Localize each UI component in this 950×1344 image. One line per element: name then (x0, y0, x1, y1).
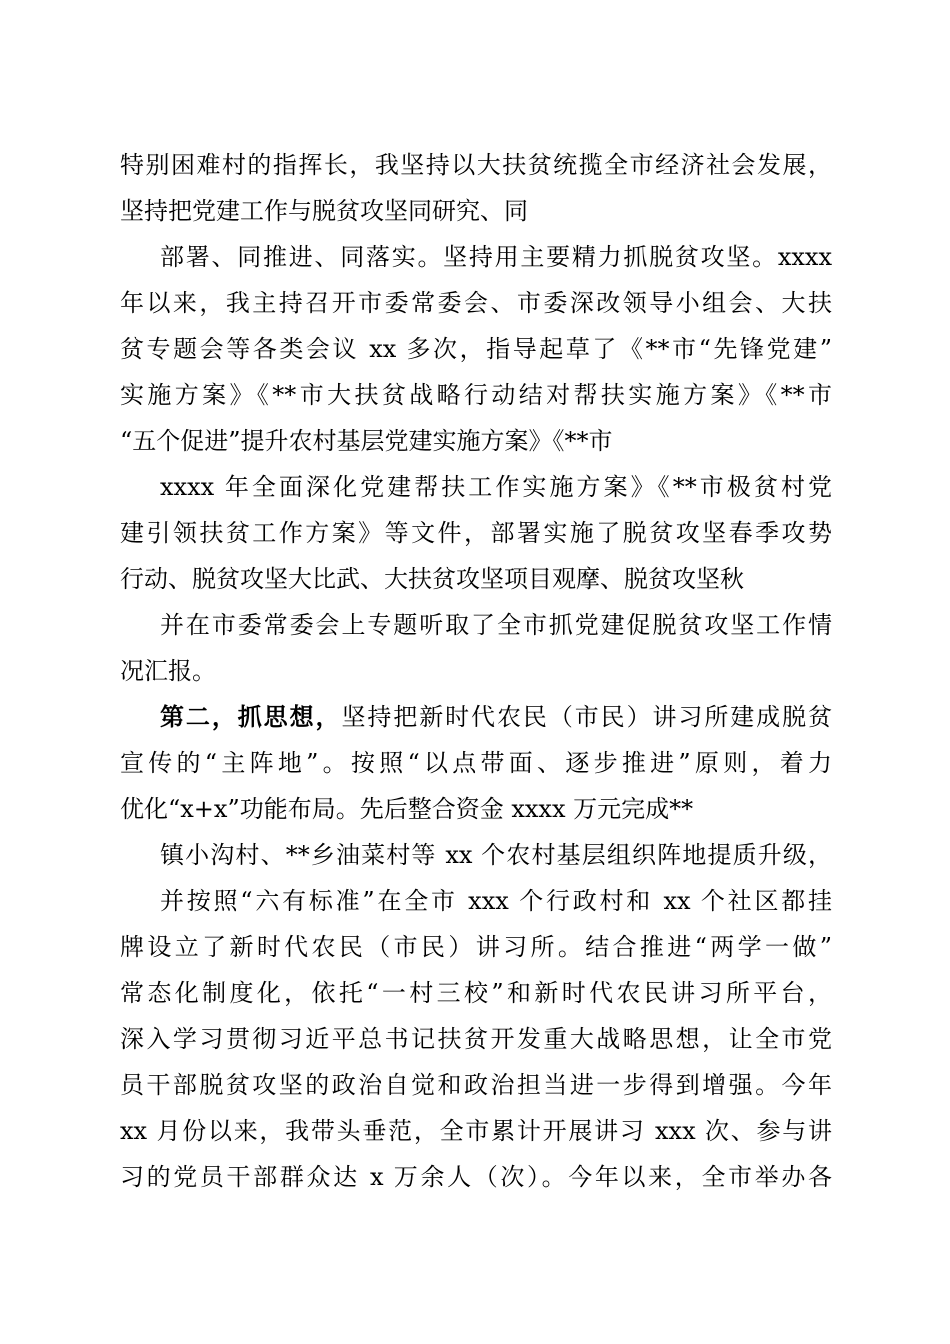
text-line: 并在市委常委会上专题听取了全市抓党建促脱贫攻坚工作情 (160, 611, 832, 639)
text-line: 特别困难村的指挥长，我坚持以大扶贫统揽全市经济社会发展， (120, 151, 832, 179)
text-line: 优化“x+x”功能布局。先后整合资金 xxxx 万元完成** (120, 795, 694, 823)
text-line: 镇小沟村、**乡油菜村等 xx 个农村基层组织阵地提质升级， (160, 841, 832, 869)
text-line: 常态化制度化，依托“一村三校”和新时代农民讲习所平台， (120, 979, 832, 1007)
section-heading: 第二，抓思想， (160, 702, 342, 731)
text-line: 建引领扶贫工作方案》等文件，部署实施了脱贫攻坚春季攻势 (120, 519, 832, 547)
section-heading-rest: 坚持把新时代农民（市民）讲习所建成脱贫 (341, 703, 833, 731)
text-line: 并按照“六有标准”在全市 xxx 个行政村和 xx 个社区都挂 (160, 887, 832, 915)
text-line: 员干部脱贫攻坚的政治自觉和政治担当进一步得到增强。今年 (120, 1071, 832, 1099)
text-line: 宣传的“主阵地”。按照“以点带面、逐步推进”原则，着力 (120, 749, 832, 777)
text-line: xxxx 年全面深化党建帮扶工作实施方案》《**市极贫村党 (160, 473, 832, 501)
text-line: xx 月份以来，我带头垂范，全市累计开展讲习 xxx 次、参与讲 (120, 1117, 832, 1145)
text-line: 习的党员干部群众达 x 万余人（次）。今年以来，全市举办各 (120, 1163, 832, 1191)
text-line: 况汇报。 (120, 657, 216, 685)
text-line: 坚持把党建工作与脱贫攻坚同研究、同 (120, 197, 528, 225)
text-line: 贫专题会等各类会议 xx 多次，指导起草了《**市“先锋党建” (120, 335, 832, 363)
text-line: 部署、同推进、同落实。坚持用主要精力抓脱贫攻坚。xxxx (160, 243, 832, 271)
text-line: 年以来，我主持召开市委常委会、市委深改领导小组会、大扶 (120, 289, 832, 317)
text-line: 实施方案》《**市大扶贫战略行动结对帮扶实施方案》《**市 (120, 381, 832, 409)
section-heading-line (160, 700, 832, 734)
text-line: 深入学习贯彻习近平总书记扶贫开发重大战略思想，让全市党 (120, 1025, 832, 1053)
text-line: 行动、脱贫攻坚大比武、大扶贫攻坚项目观摩、脱贫攻坚秋 (120, 565, 744, 593)
text-line: “五个促进”提升农村基层党建实施方案》《**市 (120, 427, 613, 455)
text-line: 牌设立了新时代农民（市民）讲习所。结合推进“两学一做” (120, 933, 832, 961)
